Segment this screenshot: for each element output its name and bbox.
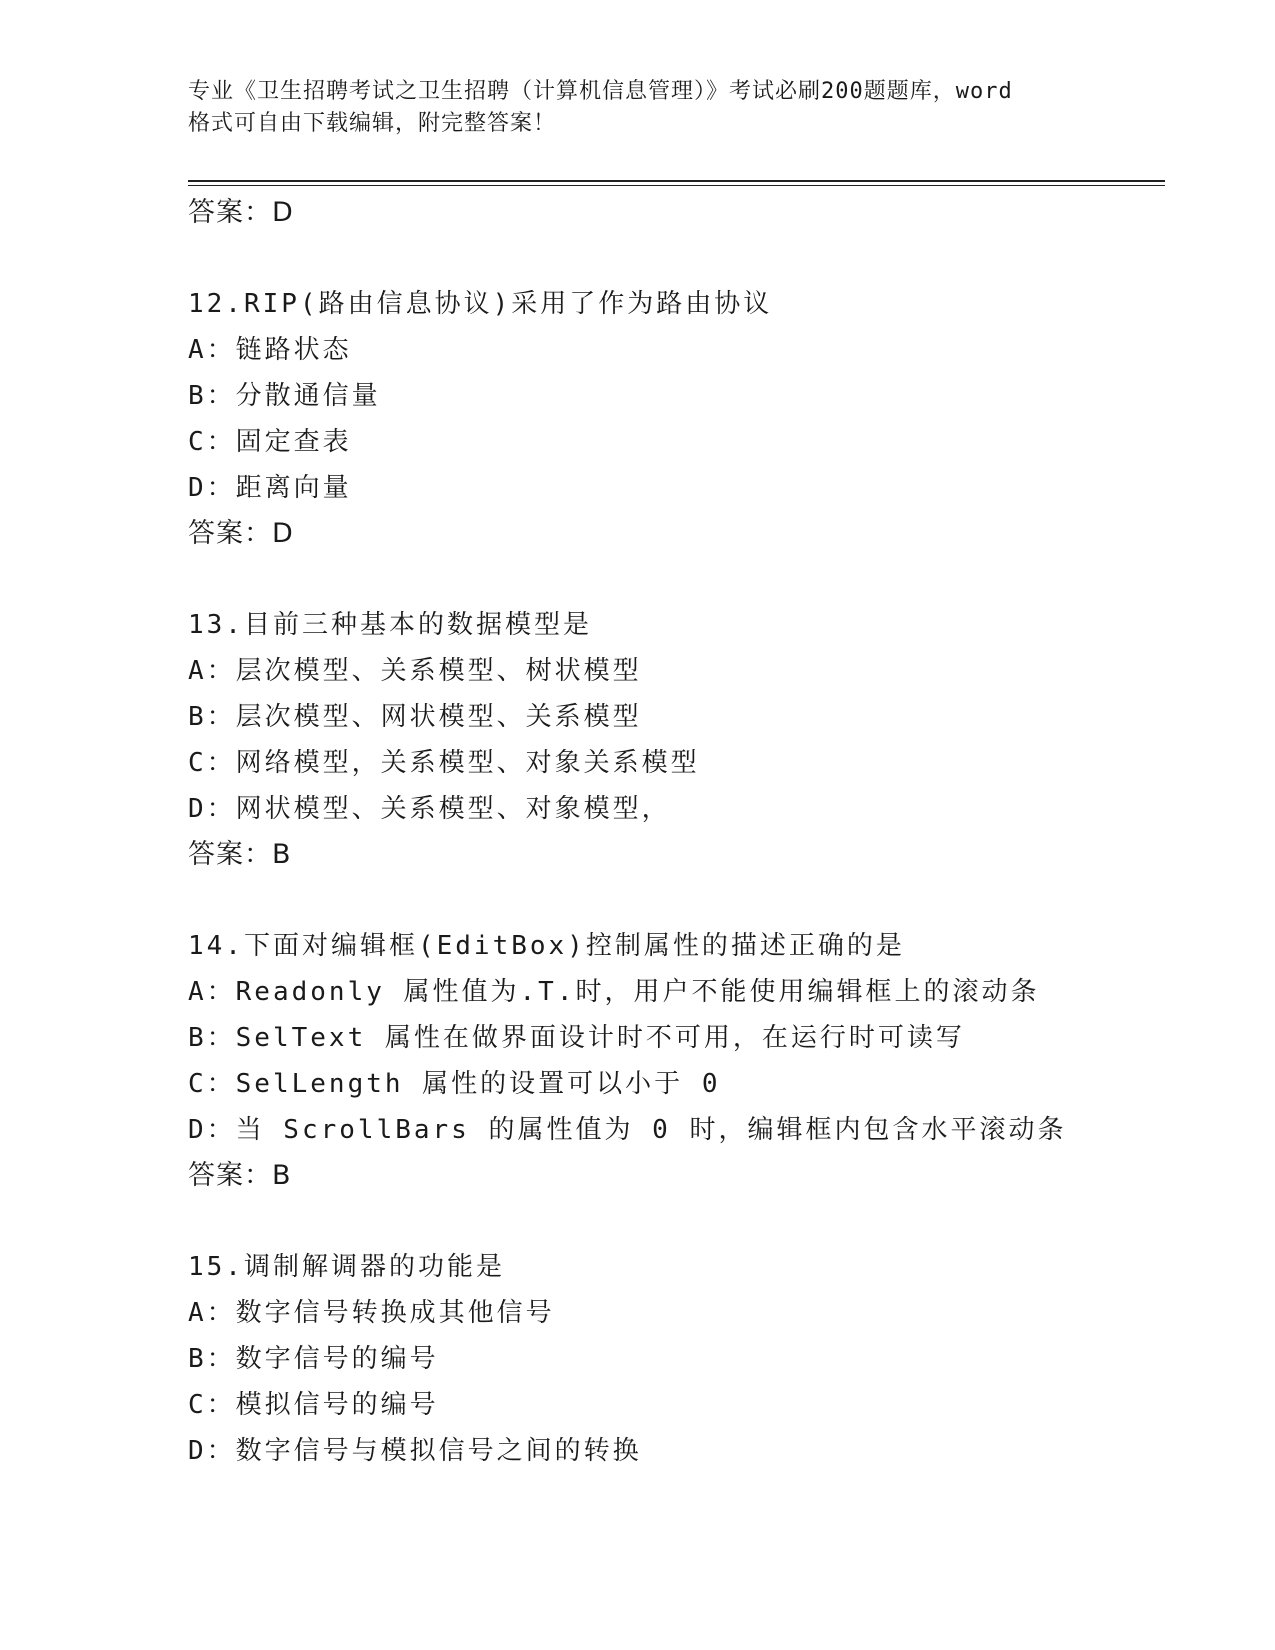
previous-answer: 答案：D	[188, 197, 294, 228]
header-line-1: 专业《卫生招聘考试之卫生招聘（计算机信息管理）》考试必刷200题题库，word	[188, 79, 1013, 104]
question-stem: 14.下面对编辑框(EditBox)控制属性的描述正确的是	[188, 931, 905, 961]
header-divider-thick	[188, 180, 1165, 182]
option-c: C：网络模型，关系模型、对象关系模型	[188, 748, 700, 778]
question-15	[188, 1244, 1168, 1474]
option-b: B：SelText 属性在做界面设计时不可用，在运行时可读写	[188, 1023, 965, 1053]
option-b: B：数字信号的编号	[188, 1344, 439, 1374]
option-d: D：网状模型、关系模型、对象模型，	[188, 794, 671, 824]
option-a: A：层次模型、关系模型、树状模型	[188, 656, 642, 686]
question-stem: 15.调制解调器的功能是	[188, 1252, 505, 1282]
option-d: D：当 ScrollBars 的属性值为 0 时，编辑框内包含水平滚动条	[188, 1115, 1067, 1145]
document-header	[188, 76, 1088, 140]
option-b: B：分散通信量	[188, 381, 381, 411]
spacer	[188, 236, 1168, 281]
header-line-2: 格式可自由下载编辑，附完整答案！	[188, 111, 557, 136]
spacer	[188, 1199, 1168, 1244]
question-list	[188, 190, 1168, 1474]
spacer	[188, 878, 1168, 923]
question-14	[188, 923, 1168, 1199]
option-a: A：数字信号转换成其他信号	[188, 1298, 555, 1328]
option-a: A：链路状态	[188, 335, 352, 365]
question-stem: 13.目前三种基本的数据模型是	[188, 610, 592, 640]
option-d: D：数字信号与模拟信号之间的转换	[188, 1436, 642, 1466]
option-b: B：层次模型、网状模型、关系模型	[188, 702, 642, 732]
option-c: C：固定查表	[188, 427, 352, 457]
option-d: D：距离向量	[188, 473, 352, 503]
answer: 答案：D	[188, 518, 294, 549]
question-stem: 12.RIP(路由信息协议)采用了作为路由协议	[188, 289, 773, 319]
answer: 答案：B	[188, 1160, 292, 1191]
spacer	[188, 557, 1168, 602]
answer: 答案：B	[188, 839, 292, 870]
question-12	[188, 281, 1168, 557]
option-a: A：Readonly 属性值为.T.时，用户不能使用编辑框上的滚动条	[188, 977, 1040, 1007]
option-c: C：SelLength 属性的设置可以小于 0	[188, 1069, 721, 1099]
option-c: C：模拟信号的编号	[188, 1390, 439, 1420]
header-divider-thin	[188, 185, 1165, 186]
question-13	[188, 602, 1168, 878]
